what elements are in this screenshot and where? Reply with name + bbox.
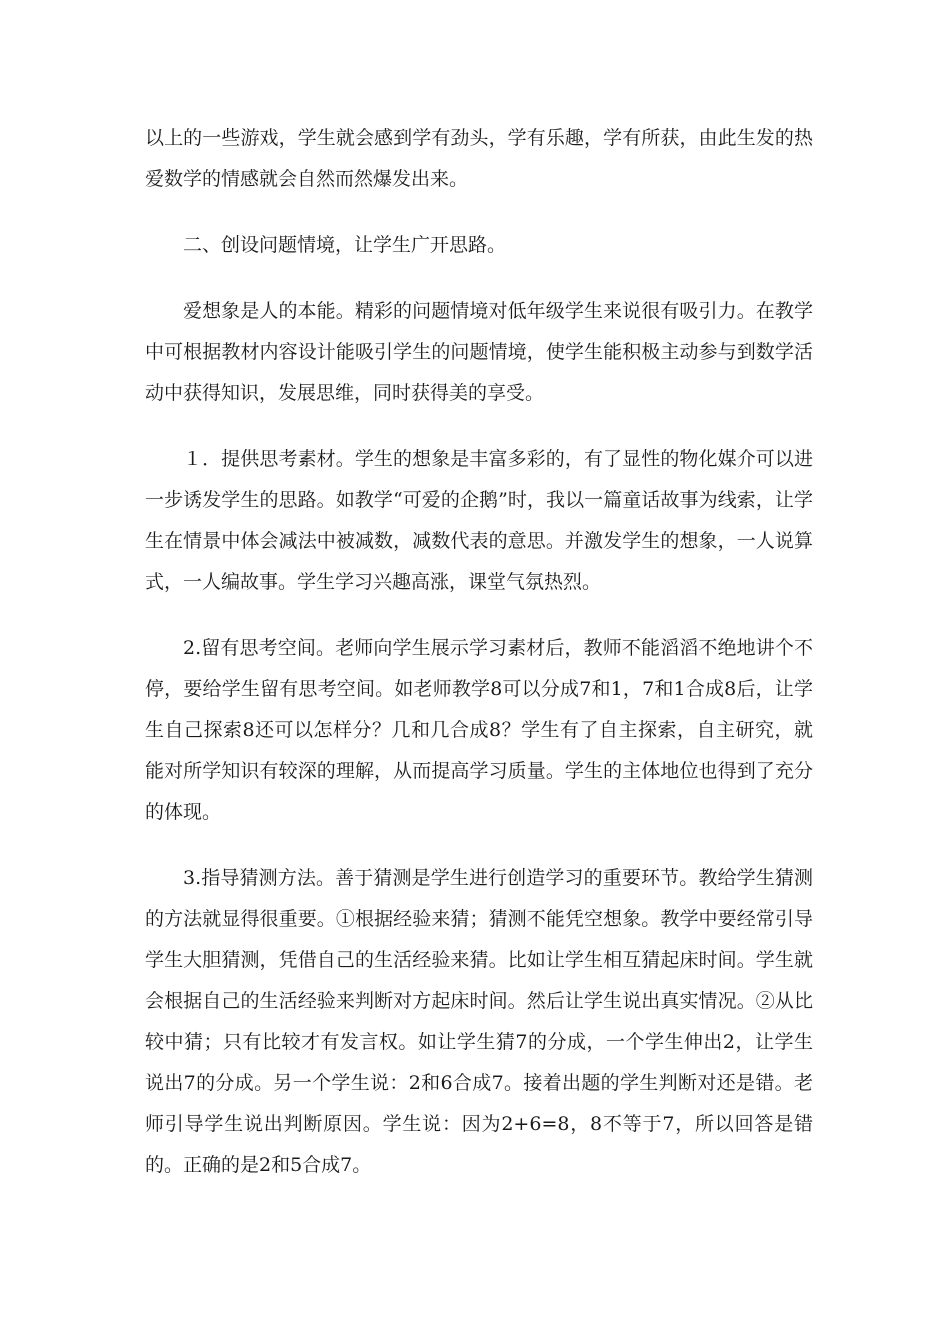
paragraph-point-2: 2.留有思考空间。老师向学生展示学习素材后，教师不能滔滔不绝地讲个不停，要给学生留有思考空间。如老师教学8可以分成7和1，7和1合成8后，让学生自己探索8还可以怎样分？几和几合成8？学生有了自主探索，自主研究，就能对所学知识有较深的理解，从而提高学习质量。学生的主体地位也得到了充分的体现。 — [145, 637, 813, 823]
paragraph-intro: 爱想象是人的本能。精彩的问题情境对低年级学生来说很有吸引力。在教学中可根据教材内容设计能吸引学生的问题情境，使学生能积极主动参与到数学活动中获得知识，发展思维，同时获得美的享受。 — [145, 300, 813, 404]
paragraph-point-1: １．提供思考素材。学生的想象是丰富多彩的，有了显性的物化媒介可以进一步诱发学生的思路。如教学“可爱的企鹅”时，我以一篇童话故事为线索，让学生在情景中体会减法中被减数，减数代表的意思。并激发学生的想象，一人说算式，一人编故事。学生学习兴趣高涨，课堂气氛热烈。 — [145, 448, 813, 593]
paragraph-continuation: 以上的一些游戏，学生就会感到学有劲头，学有乐趣，学有所获，由此生发的热爱数学的情感就会自然而然爆发出来。 — [145, 127, 813, 190]
paragraph-point-3: 3.指导猜测方法。善于猜测是学生进行创造学习的重要环节。教给学生猜测的方法就显得很重要。①根据经验来猜；猜测不能凭空想象。教学中要经常引导学生大胆猜测，凭借自己的生活经验来猜。比如让学生相互猜起床时间。学生就会根据自己的生活经验来判断对方起床时间。然后让学生说出真实情况。②从比较中猜；只有比较才有发言权。如让学生猜7的分成，一个学生伸出2，让学生说出7的分成。另一个学生说：2和6合成7。接着出题的学生判断对还是错。老师引导学生说出判断原因。学生说：因为2+6=8，8不等于7，所以回答是错的。正确的是2和5合成7。 — [145, 867, 813, 1176]
document-body — [145, 118, 813, 1211]
section-heading: 二、创设问题情境，让学生广开思路。 — [183, 234, 507, 256]
